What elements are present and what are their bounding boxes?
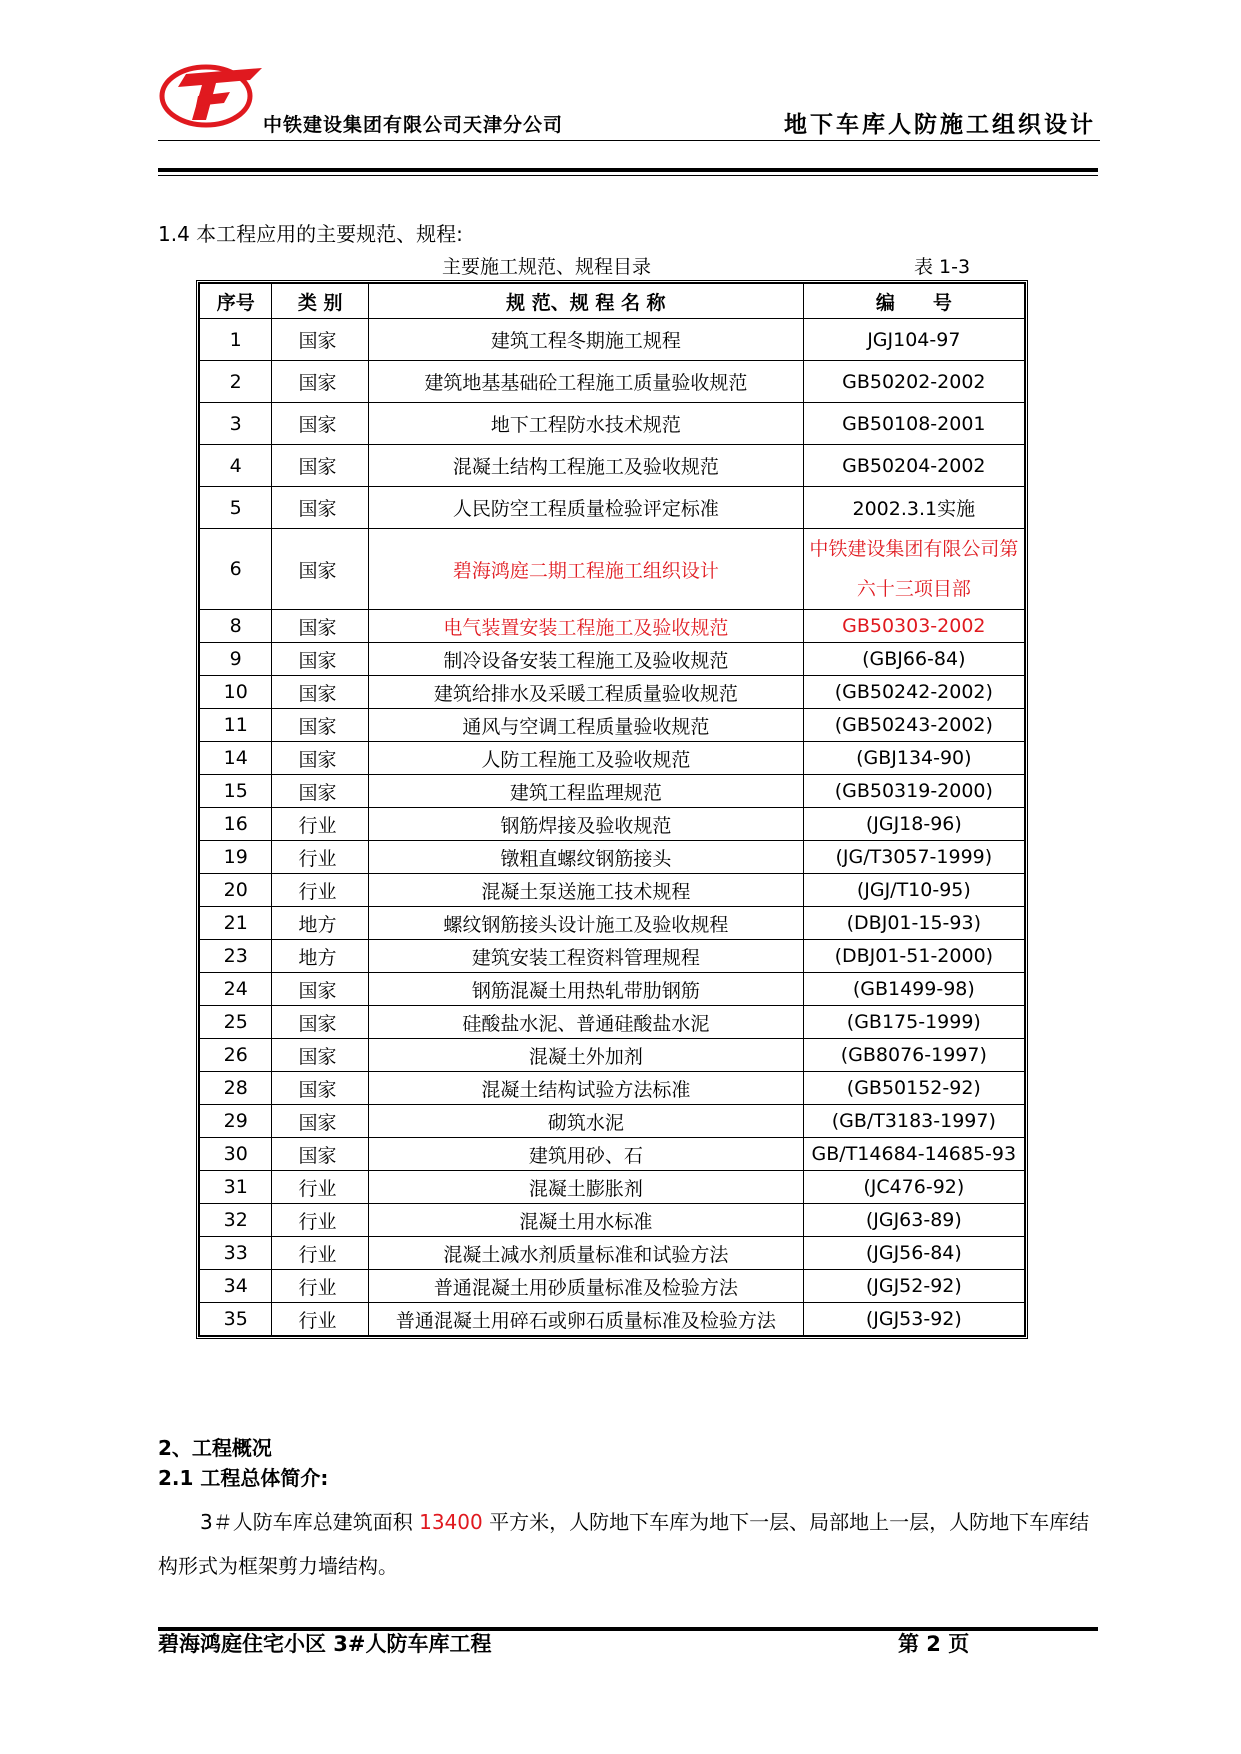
- cell-name: 砌筑水泥: [369, 1105, 804, 1138]
- cell-code: GB50303-2002: [803, 610, 1024, 643]
- cell-name: 混凝土减水剂质量标准和试验方法: [369, 1237, 804, 1270]
- cell-name: 建筑工程监理规范: [369, 775, 804, 808]
- cell-category: 国家: [272, 403, 369, 445]
- cell-category: 地方: [272, 940, 369, 973]
- cell-category: 国家: [272, 1105, 369, 1138]
- para-text-1: 3＃人防车库总建筑面积: [200, 1510, 420, 1534]
- cell-name: 镦粗直螺纹钢筋接头: [369, 841, 804, 874]
- cell-no: 25: [200, 1006, 272, 1039]
- col-header-no: 序号: [200, 284, 272, 319]
- company-name: 中铁建设集团有限公司天津分公司: [263, 114, 564, 136]
- table-row: [200, 874, 1025, 907]
- cell-category: 国家: [272, 1006, 369, 1039]
- cell-code: (JC476-92): [803, 1171, 1024, 1204]
- cell-category: 国家: [272, 709, 369, 742]
- cell-code: (GB175-1999): [803, 1006, 1024, 1039]
- cell-category: 国家: [272, 361, 369, 403]
- table-row: [200, 808, 1025, 841]
- cell-name: 建筑用砂、石: [369, 1138, 804, 1171]
- cell-code: GB/T14684-14685-93: [803, 1138, 1024, 1171]
- cell-code: (GB50243-2002): [803, 709, 1024, 742]
- cell-name: 碧海鸿庭二期工程施工组织设计: [369, 529, 804, 610]
- col-header-code: 编 号: [803, 284, 1024, 319]
- cell-code: (GB8076-1997): [803, 1039, 1024, 1072]
- cell-no: 20: [200, 874, 272, 907]
- cell-name: 人民防空工程质量检验评定标准: [369, 487, 804, 529]
- cell-no: 8: [200, 610, 272, 643]
- cell-name: 普通混凝土用砂质量标准及检验方法: [369, 1270, 804, 1303]
- cell-code: (JGJ56-84): [803, 1237, 1024, 1270]
- cell-category: 国家: [272, 1039, 369, 1072]
- table-row: [200, 742, 1025, 775]
- table-caption: 主要施工规范、规程目录: [442, 256, 652, 278]
- cell-code: 中铁建设集团有限公司第六十三项目部: [803, 529, 1024, 610]
- cell-no: 30: [200, 1138, 272, 1171]
- cell-name: 混凝土外加剂: [369, 1039, 804, 1072]
- cell-no: 6: [200, 529, 272, 610]
- cell-code: (GBJ66-84): [803, 643, 1024, 676]
- page-header: [158, 58, 1100, 148]
- section-heading-2: 2、工程概况: [158, 1436, 272, 1460]
- cell-no: 5: [200, 487, 272, 529]
- header-rule-thin: [158, 175, 1098, 176]
- cell-category: 地方: [272, 907, 369, 940]
- cell-category: 国家: [272, 1138, 369, 1171]
- cell-category: 国家: [272, 529, 369, 610]
- header-underline: [158, 140, 1100, 141]
- cell-code: (JGJ/T10-95): [803, 874, 1024, 907]
- cell-code: (JGJ18-96): [803, 808, 1024, 841]
- cell-name: 普通混凝土用碎石或卵石质量标准及检验方法: [369, 1303, 804, 1336]
- cell-no: 24: [200, 973, 272, 1006]
- table-row: [200, 1039, 1025, 1072]
- company-logo: [158, 60, 266, 130]
- cell-name: 电气装置安装工程施工及验收规范: [369, 610, 804, 643]
- cell-category: 行业: [272, 808, 369, 841]
- cell-no: 2: [200, 361, 272, 403]
- cell-code: JGJ104-97: [803, 319, 1024, 361]
- cell-code: (JGJ53-92): [803, 1303, 1024, 1336]
- cell-category: 行业: [272, 1171, 369, 1204]
- cell-no: 4: [200, 445, 272, 487]
- table-row: [200, 361, 1025, 403]
- cell-name: 混凝土结构试验方法标准: [369, 1072, 804, 1105]
- table-row: [200, 610, 1025, 643]
- cell-category: 行业: [272, 1270, 369, 1303]
- cell-code: (GB50152-92): [803, 1072, 1024, 1105]
- cell-no: 1: [200, 319, 272, 361]
- cell-name: 混凝土结构工程施工及验收规范: [369, 445, 804, 487]
- table-row: [200, 529, 1025, 610]
- table-row: [200, 709, 1025, 742]
- cell-name: 建筑给排水及采暖工程质量验收规范: [369, 676, 804, 709]
- cell-category: 国家: [272, 319, 369, 361]
- cell-category: 国家: [272, 643, 369, 676]
- cell-code: (GB1499-98): [803, 973, 1024, 1006]
- cell-no: 15: [200, 775, 272, 808]
- cell-category: 行业: [272, 1237, 369, 1270]
- col-header-name: 规 范、规 程 名 称: [369, 284, 804, 319]
- cell-no: 32: [200, 1204, 272, 1237]
- cell-code: (DBJ01-15-93): [803, 907, 1024, 940]
- footer-project: 碧海鸿庭住宅小区 3#人防车库工程: [158, 1632, 492, 1656]
- cell-code: (JG/T3057-1999): [803, 841, 1024, 874]
- cell-code: GB50108-2001: [803, 403, 1024, 445]
- table-row: [200, 1303, 1025, 1336]
- table-row: [200, 319, 1025, 361]
- cell-code: (DBJ01-51-2000): [803, 940, 1024, 973]
- table-row: [200, 403, 1025, 445]
- table-row: [200, 1204, 1025, 1237]
- cell-no: 34: [200, 1270, 272, 1303]
- table-row: [200, 1138, 1025, 1171]
- cell-name: 混凝土用水标准: [369, 1204, 804, 1237]
- cell-category: 行业: [272, 1303, 369, 1336]
- standards-table: [196, 280, 1028, 1339]
- cell-no: 10: [200, 676, 272, 709]
- table-row: [200, 973, 1025, 1006]
- table-row: [200, 907, 1025, 940]
- table-row: [200, 775, 1025, 808]
- section-heading-2-1: 2.1 工程总体简介:: [158, 1466, 329, 1490]
- cell-name: 混凝土膨胀剂: [369, 1171, 804, 1204]
- cell-category: 行业: [272, 1204, 369, 1237]
- cell-code: (GB/T3183-1997): [803, 1105, 1024, 1138]
- table-row: [200, 487, 1025, 529]
- section-heading-1-4: 1.4 本工程应用的主要规范、规程:: [158, 222, 463, 246]
- cell-category: 国家: [272, 742, 369, 775]
- cell-no: 23: [200, 940, 272, 973]
- cell-category: 国家: [272, 973, 369, 1006]
- table-row: [200, 643, 1025, 676]
- cell-category: 国家: [272, 775, 369, 808]
- cell-no: 14: [200, 742, 272, 775]
- header-rule: [158, 168, 1098, 172]
- cell-no: 26: [200, 1039, 272, 1072]
- table-row: [200, 1171, 1025, 1204]
- cell-no: 28: [200, 1072, 272, 1105]
- cell-code: GB50202-2002: [803, 361, 1024, 403]
- cell-name: 通风与空调工程质量验收规范: [369, 709, 804, 742]
- cell-no: 11: [200, 709, 272, 742]
- cell-name: 硅酸盐水泥、普通硅酸盐水泥: [369, 1006, 804, 1039]
- cell-no: 16: [200, 808, 272, 841]
- cell-name: 混凝土泵送施工技术规程: [369, 874, 804, 907]
- cell-no: 35: [200, 1303, 272, 1336]
- col-header-category: 类 别: [272, 284, 369, 319]
- overview-paragraph: [158, 1500, 1098, 1588]
- cell-no: 21: [200, 907, 272, 940]
- cell-no: 9: [200, 643, 272, 676]
- table-row: [200, 445, 1025, 487]
- cell-no: 31: [200, 1171, 272, 1204]
- cell-category: 国家: [272, 445, 369, 487]
- cell-code: GB50204-2002: [803, 445, 1024, 487]
- cell-category: 国家: [272, 487, 369, 529]
- cell-category: 行业: [272, 874, 369, 907]
- cell-name: 螺纹钢筋接头设计施工及验收规程: [369, 907, 804, 940]
- table-header-row: [200, 284, 1025, 319]
- cell-name: 钢筋焊接及验收规范: [369, 808, 804, 841]
- cell-code: 2002.3.1实施: [803, 487, 1024, 529]
- cell-no: 33: [200, 1237, 272, 1270]
- table-row: [200, 841, 1025, 874]
- cell-name: 钢筋混凝土用热轧带肋钢筋: [369, 973, 804, 1006]
- cell-name: 建筑安装工程资料管理规程: [369, 940, 804, 973]
- cell-category: 行业: [272, 841, 369, 874]
- area-value: 13400: [419, 1510, 483, 1534]
- footer-page: 第 2 页: [898, 1632, 970, 1656]
- table-row: [200, 1105, 1025, 1138]
- cell-name: 人防工程施工及验收规范: [369, 742, 804, 775]
- cell-code: (GB50319-2000): [803, 775, 1024, 808]
- cell-category: 国家: [272, 610, 369, 643]
- table-row: [200, 1072, 1025, 1105]
- cell-name: 制冷设备安装工程施工及验收规范: [369, 643, 804, 676]
- para-text-2: 平方米，人防地下车库为地下一层、局部地上一层，人防地下车库结构形式为框架剪力墙结构。: [158, 1510, 1090, 1578]
- cell-code: (GBJ134-90): [803, 742, 1024, 775]
- cell-name: 建筑地基基础砼工程施工质量验收规范: [369, 361, 804, 403]
- cell-code: (JGJ52-92): [803, 1270, 1024, 1303]
- table-row: [200, 676, 1025, 709]
- document-title: 地下车库人防施工组织设计: [784, 112, 1096, 138]
- cell-no: 29: [200, 1105, 272, 1138]
- cell-category: 国家: [272, 676, 369, 709]
- cell-code: (JGJ63-89): [803, 1204, 1024, 1237]
- cell-name: 建筑工程冬期施工规程: [369, 319, 804, 361]
- cell-code: (GB50242-2002): [803, 676, 1024, 709]
- table-row: [200, 940, 1025, 973]
- table-number: 表 1-3: [914, 256, 971, 278]
- cell-category: 国家: [272, 1072, 369, 1105]
- cell-no: 19: [200, 841, 272, 874]
- table-row: [200, 1006, 1025, 1039]
- cell-no: 3: [200, 403, 272, 445]
- cell-name: 地下工程防水技术规范: [369, 403, 804, 445]
- table-row: [200, 1270, 1025, 1303]
- table-row: [200, 1237, 1025, 1270]
